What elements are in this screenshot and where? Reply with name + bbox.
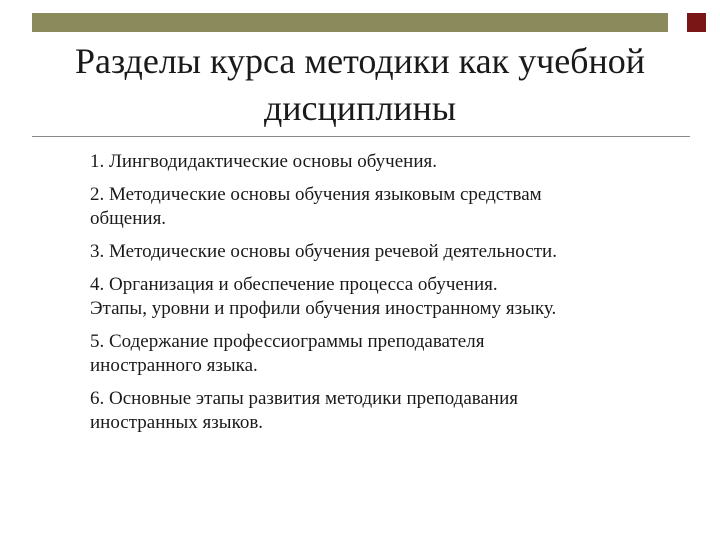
list-item-text: 1. Лингводидактические основы обучения. xyxy=(90,151,437,172)
list-item xyxy=(90,387,690,435)
list-item-text-continued: общения. xyxy=(90,208,167,229)
corner-accent-square xyxy=(687,13,706,32)
list-item-text-continued: иностранного языка. xyxy=(90,355,258,376)
list-item xyxy=(90,330,690,378)
list-item-text: 3. Методические основы обучения речевой деятельности. xyxy=(90,241,557,262)
list-item-text-continued: Этапы, уровни и профили обучения иностранному языку. xyxy=(90,298,557,319)
title-divider xyxy=(32,136,690,137)
slide-title-line-1: Разделы курса методики как учебной xyxy=(74,41,646,81)
list-item xyxy=(90,273,690,321)
list-item xyxy=(90,240,690,264)
slide-title-line-2: дисциплины xyxy=(263,88,457,128)
course-sections-list xyxy=(90,150,690,444)
list-item xyxy=(90,183,690,231)
list-item-text: 6. Основные этапы развития методики преподавания xyxy=(90,388,519,409)
list-item-text: 4. Организация и обеспечение процесса обучения. xyxy=(90,274,498,295)
list-item-text-continued: иностранных языков. xyxy=(90,412,264,433)
slide-title xyxy=(20,38,700,132)
top-decorative-band xyxy=(32,13,668,32)
list-item xyxy=(90,150,690,174)
list-item-text: 2. Методические основы обучения языковым средствам xyxy=(90,184,542,205)
list-item-text: 5. Содержание профессиограммы преподавателя xyxy=(90,331,485,352)
